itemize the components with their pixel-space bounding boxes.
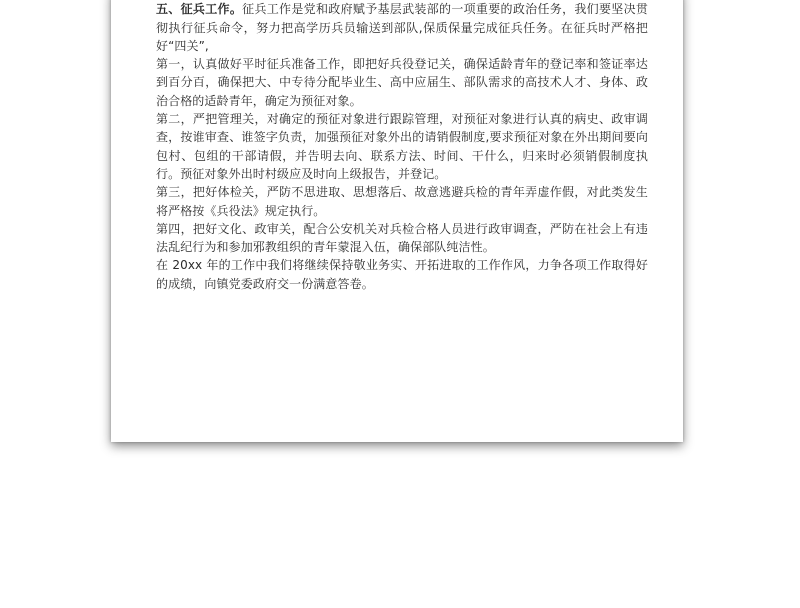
section-5-text: 征兵工作是党和政府赋予基层武装部的一项重要的政治任务，我们要坚决贯彻执行征兵命令，努力把高学历兵员输送到部队,保质保量完成征兵任务。在征兵时严格把好“四关”,: [156, 2, 648, 53]
paragraph-fourth-check: 第四，把好文化、政审关，配合公安机关对兵检合格人员进行政审调查，严防在社会上有违法乱纪行为和参加邪教组织的青年蒙混入伍，确保部队纯洁性。: [156, 221, 648, 255]
section-5-heading: 五、征兵工作。: [156, 2, 243, 17]
section-5-paragraph: [156, 0, 648, 55]
document-body: [156, 0, 648, 293]
paragraph-closing: 在 20xx 年的工作中我们将继续保持敬业务实、开拓进取的工作作风，力争各项工作取得好的成绩，向镇党委政府交一份满意答卷。: [156, 258, 648, 291]
paragraph-third-check: 第三，把好体检关，严防不思进取、思想落后、故意逃避兵检的青年弄虚作假，对此类发生将严格按《兵役法》规定执行。: [156, 185, 648, 218]
paragraph-first-check: 第一，认真做好平时征兵准备工作，即把好兵役登记关，确保适龄青年的登记率和签证率达到百分百，确保把大、中专待分配毕业生、高中应届生、部队需求的高技术人才、身体、政治合格的适龄青年，确定为预征对象。: [156, 57, 648, 108]
paragraph-second-check: 第二，严把管理关，对确定的预征对象进行跟踪管理，对预征对象进行认真的病史、政审调查，按谁审查、谁签字负责，加强预征对象外出的请销假制度,要求预征对象在外出期间要向包村、包组的干部请假，并告明去向、联系方法、时间、干什么，归来时必须销假制度执行。预征对象外出时村级应及时向上级报告，并登记。: [156, 112, 648, 181]
document-page: [111, 0, 683, 442]
